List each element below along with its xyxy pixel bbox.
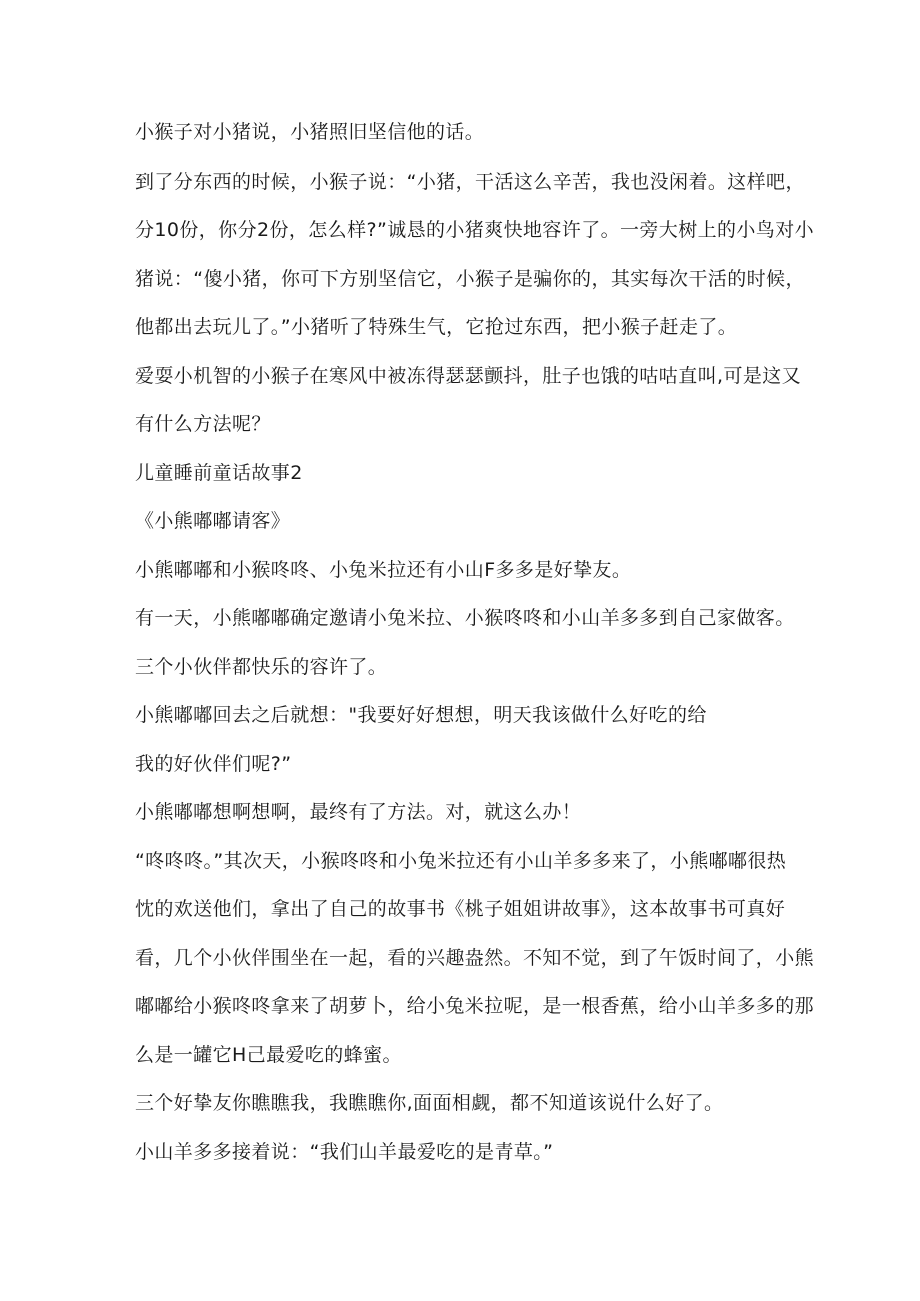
text-line: 嘟嘟给小猴咚咚拿来了胡萝卜，给小兔米拉呢，是一根香蕉，给小山羊多多的那 xyxy=(135,995,815,1017)
text-line: 有什么方法呢？ xyxy=(135,413,271,435)
text-line: 有一天，小熊嘟嘟确定邀请小兔米拉、小猴咚咚和小山羊多多到自己家做客。 xyxy=(135,607,795,629)
text-line: 忱的欢送他们，拿出了自己的故事书《桃子姐姐讲故事》，这本故事书可真好 xyxy=(135,898,786,920)
text-line: 他都出去玩儿了。”小猪听了特殊生气，它抢过东西，把小猴子赶走了。 xyxy=(135,316,738,338)
text-line: 小山羊多多接着说：“我们山羊最爱吃的是青草。” xyxy=(135,1141,554,1163)
text-line: 么是一罐它H己最爱吃的蜂蜜。 xyxy=(135,1044,402,1066)
text-line: 小猴子对小猪说，小猪照旧坚信他的话。 xyxy=(135,121,485,143)
text-line: 小熊嘟嘟和小猴咚咚、小兔米拉还有小山F多多是好挚友。 xyxy=(135,559,632,581)
story-title: 《小熊嘟嘟请客》 xyxy=(135,510,291,532)
text-line: 爱耍小机智的小猴子在寒风中被冻得瑟瑟颤抖，肚子也饿的咕咕直叫,可是这又 xyxy=(135,365,802,387)
text-line: 三个小伙伴都快乐的容许了。 xyxy=(135,656,388,678)
section-heading: 儿童睡前童话故事2 xyxy=(135,462,303,484)
text-line: 我的好伙伴们呢?” xyxy=(135,753,292,775)
text-line: 猪说：“傻小猪，你可下方别坚信它，小猴子是骗你的，其实每次干活的时候， xyxy=(135,268,805,290)
text-line: “咚咚咚。”其次天，小猴咚咚和小兔米拉还有小山羊多多来了，小熊嘟嘟很热 xyxy=(135,850,787,872)
text-line: 小熊嘟嘟回去之后就想："我要好好想想，明天我该做什么好吃的给 xyxy=(135,704,707,726)
text-line: 分10份，你分2份，怎么样?”诚恳的小猪爽快地容许了。一旁大树上的小鸟对小 xyxy=(135,219,814,241)
text-line: 小熊嘟嘟想啊想啊，最终有了方法。对，就这么办！ xyxy=(135,801,582,823)
text-line: 到了分东西的时候，小猴子说：“小猪，干活这么辛苦，我也没闲着。这样吧， xyxy=(135,171,805,193)
text-line: 三个好挚友你瞧瞧我，我瞧瞧你,面面相觑，都不知道该说什么好了。 xyxy=(135,1092,724,1114)
text-line: 看，几个小伙伴围坐在一起，看的兴趣盎然。不知不觉，到了午饭时间了，小熊 xyxy=(135,947,815,969)
